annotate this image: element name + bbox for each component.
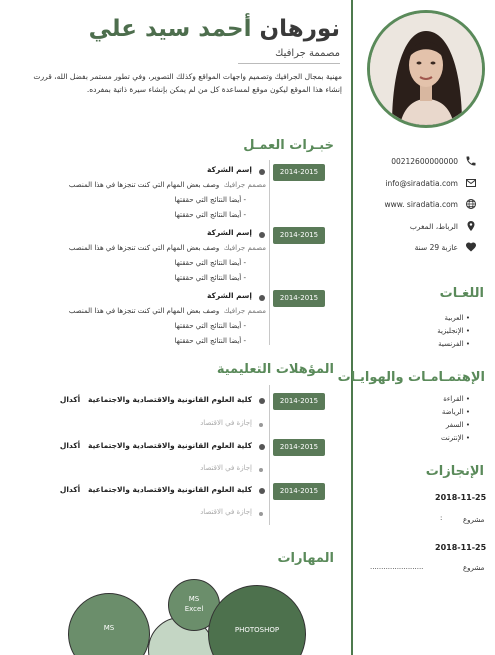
- interest-item: • الإنترنت: [440, 434, 470, 442]
- phone-icon: [465, 155, 477, 167]
- school-city: أكدال: [59, 441, 81, 450]
- candidate-name: [88, 16, 340, 42]
- education-title: المؤهلات التعليمية: [216, 362, 334, 377]
- degree-name: إجازة في الاقتصاد: [200, 419, 252, 427]
- role-title: مصمم جرافيك: [223, 244, 266, 252]
- achievement-label: مشروع: [463, 516, 485, 524]
- achievement-date: 2018-11-25: [435, 543, 487, 552]
- language-item: • العربية: [444, 314, 470, 322]
- role-desc: وصف بعض المهام التي كنت تنجزها في هذا المنصب: [68, 307, 220, 315]
- interest-item: • الرياضة: [441, 408, 470, 416]
- experience-timeline: [269, 160, 270, 345]
- sub-dot: [259, 468, 263, 472]
- interest-item: • القراءة: [443, 395, 470, 403]
- timeline-dot: [259, 444, 265, 450]
- email-icon: [465, 177, 477, 189]
- skill-label: MS Excel: [184, 595, 204, 613]
- email-text[interactable]: info@siradatia.com: [385, 179, 458, 188]
- date-badge: 2014-2015: [273, 393, 325, 410]
- company-name: إسم الشركة: [206, 291, 252, 300]
- job-title-underline: [238, 63, 340, 64]
- result-bullet: - أيضا النتائج التي حققتها: [174, 274, 246, 282]
- school-line: [40, 395, 252, 404]
- skills-title: المهارات: [277, 551, 334, 566]
- school-name: كلية العلوم القانونية والاقتصادية والاجتماعية: [88, 441, 252, 450]
- timeline-dot: [259, 398, 265, 404]
- result-bullet: - أيضا النتائج التي حققتها: [174, 259, 246, 267]
- timeline-dot: [259, 169, 265, 175]
- language-item: • الفرنسية: [438, 340, 470, 348]
- globe-icon: [465, 198, 477, 210]
- column-divider: [351, 0, 353, 655]
- location-icon: [465, 220, 477, 232]
- timeline-dot: [259, 488, 265, 494]
- role-desc: وصف بعض المهام التي كنت تنجزها في هذا المنصب: [68, 244, 220, 252]
- phone-text: 00212600000000: [391, 157, 458, 166]
- degree-name: إجازة في الاقتصاد: [200, 464, 252, 472]
- first-name: نورهان: [259, 16, 340, 42]
- role-description: [20, 181, 266, 189]
- date-badge: 2014-2015: [273, 483, 325, 500]
- school-line: [40, 485, 252, 494]
- skill-label: MS: [103, 624, 115, 632]
- result-bullet: - أيضا النتائج التي حققتها: [174, 211, 246, 219]
- company-name: إسم الشركة: [206, 165, 252, 174]
- website-text[interactable]: www. siradatia.com: [384, 200, 458, 209]
- date-badge: 2014-2015: [273, 439, 325, 456]
- sub-dot: [259, 512, 263, 516]
- portrait-illustration: [370, 13, 482, 125]
- timeline-dot: [259, 232, 265, 238]
- timeline-dot: [259, 295, 265, 301]
- achievement-label: مشروع: [463, 564, 485, 572]
- languages-title: اللغـات: [439, 286, 484, 301]
- skill-bubble: [68, 593, 150, 655]
- skill-label: PHOTOSHOP: [234, 626, 280, 634]
- date-badge: 2014-2015: [273, 164, 325, 181]
- role-description: [20, 244, 266, 252]
- skill-bubble: [208, 585, 306, 655]
- school-name: كلية العلوم القانونية والاقتصادية والاجتماعية: [88, 395, 252, 404]
- result-bullet: - أيضا النتائج التي حققتها: [174, 337, 246, 345]
- last-name: أحمد سيد علي: [88, 16, 252, 42]
- achievement-value: :: [440, 514, 443, 522]
- school-name: كلية العلوم القانونية والاقتصادية والاجتماعية: [88, 485, 252, 494]
- role-description: [20, 307, 266, 315]
- status-text: عازبة 29 سنة: [414, 243, 458, 252]
- achievements-title: الإنجازات: [425, 464, 484, 479]
- role-title: مصمم جرافيك: [223, 181, 266, 189]
- degree-name: إجازة في الاقتصاد: [200, 508, 252, 516]
- school-city: أكدال: [59, 395, 81, 404]
- role-title: مصمم جرافيك: [223, 307, 266, 315]
- achievement-date: 2018-11-25: [435, 493, 487, 502]
- address-text: الرباط، المغرب: [409, 222, 458, 231]
- achievement-value: ........................: [370, 563, 424, 571]
- sub-dot: [259, 423, 263, 427]
- date-badge: 2014-2015: [273, 227, 325, 244]
- profile-photo: [367, 10, 485, 128]
- interest-item: • السفر: [445, 421, 470, 429]
- role-desc: وصف بعض المهام التي كنت تنجزها في هذا المنصب: [68, 181, 220, 189]
- date-badge: 2014-2015: [273, 290, 325, 307]
- job-title: مصممة جرافيك: [275, 48, 340, 59]
- result-bullet: - أيضا النتائج التي حققتها: [174, 322, 246, 330]
- skills-bubbles: [60, 575, 310, 655]
- experience-title: خبـرات العمـل: [243, 138, 334, 153]
- education-timeline: [269, 385, 270, 525]
- heart-icon: [465, 241, 477, 253]
- school-city: أكدال: [59, 485, 81, 494]
- school-line: [40, 441, 252, 450]
- interests-title: الإهتمـامـات والهوايـات: [337, 370, 485, 385]
- company-name: إسم الشركة: [206, 228, 252, 237]
- profile-summary: مهنية بمجال الجرافيك وتصميم واجهات المواقع وكذلك التصوير، وفي تطور مستمر بفضل الله، قررت إنشاء هذا الموقع ليكون موقع لمساعدة كل من لم يمكن بإنشاء سيرة ذاتية بمفرده.: [33, 72, 342, 94]
- language-item: • الإنجليزية: [437, 327, 470, 335]
- result-bullet: - أيضا النتائج التي حققتها: [174, 196, 246, 204]
